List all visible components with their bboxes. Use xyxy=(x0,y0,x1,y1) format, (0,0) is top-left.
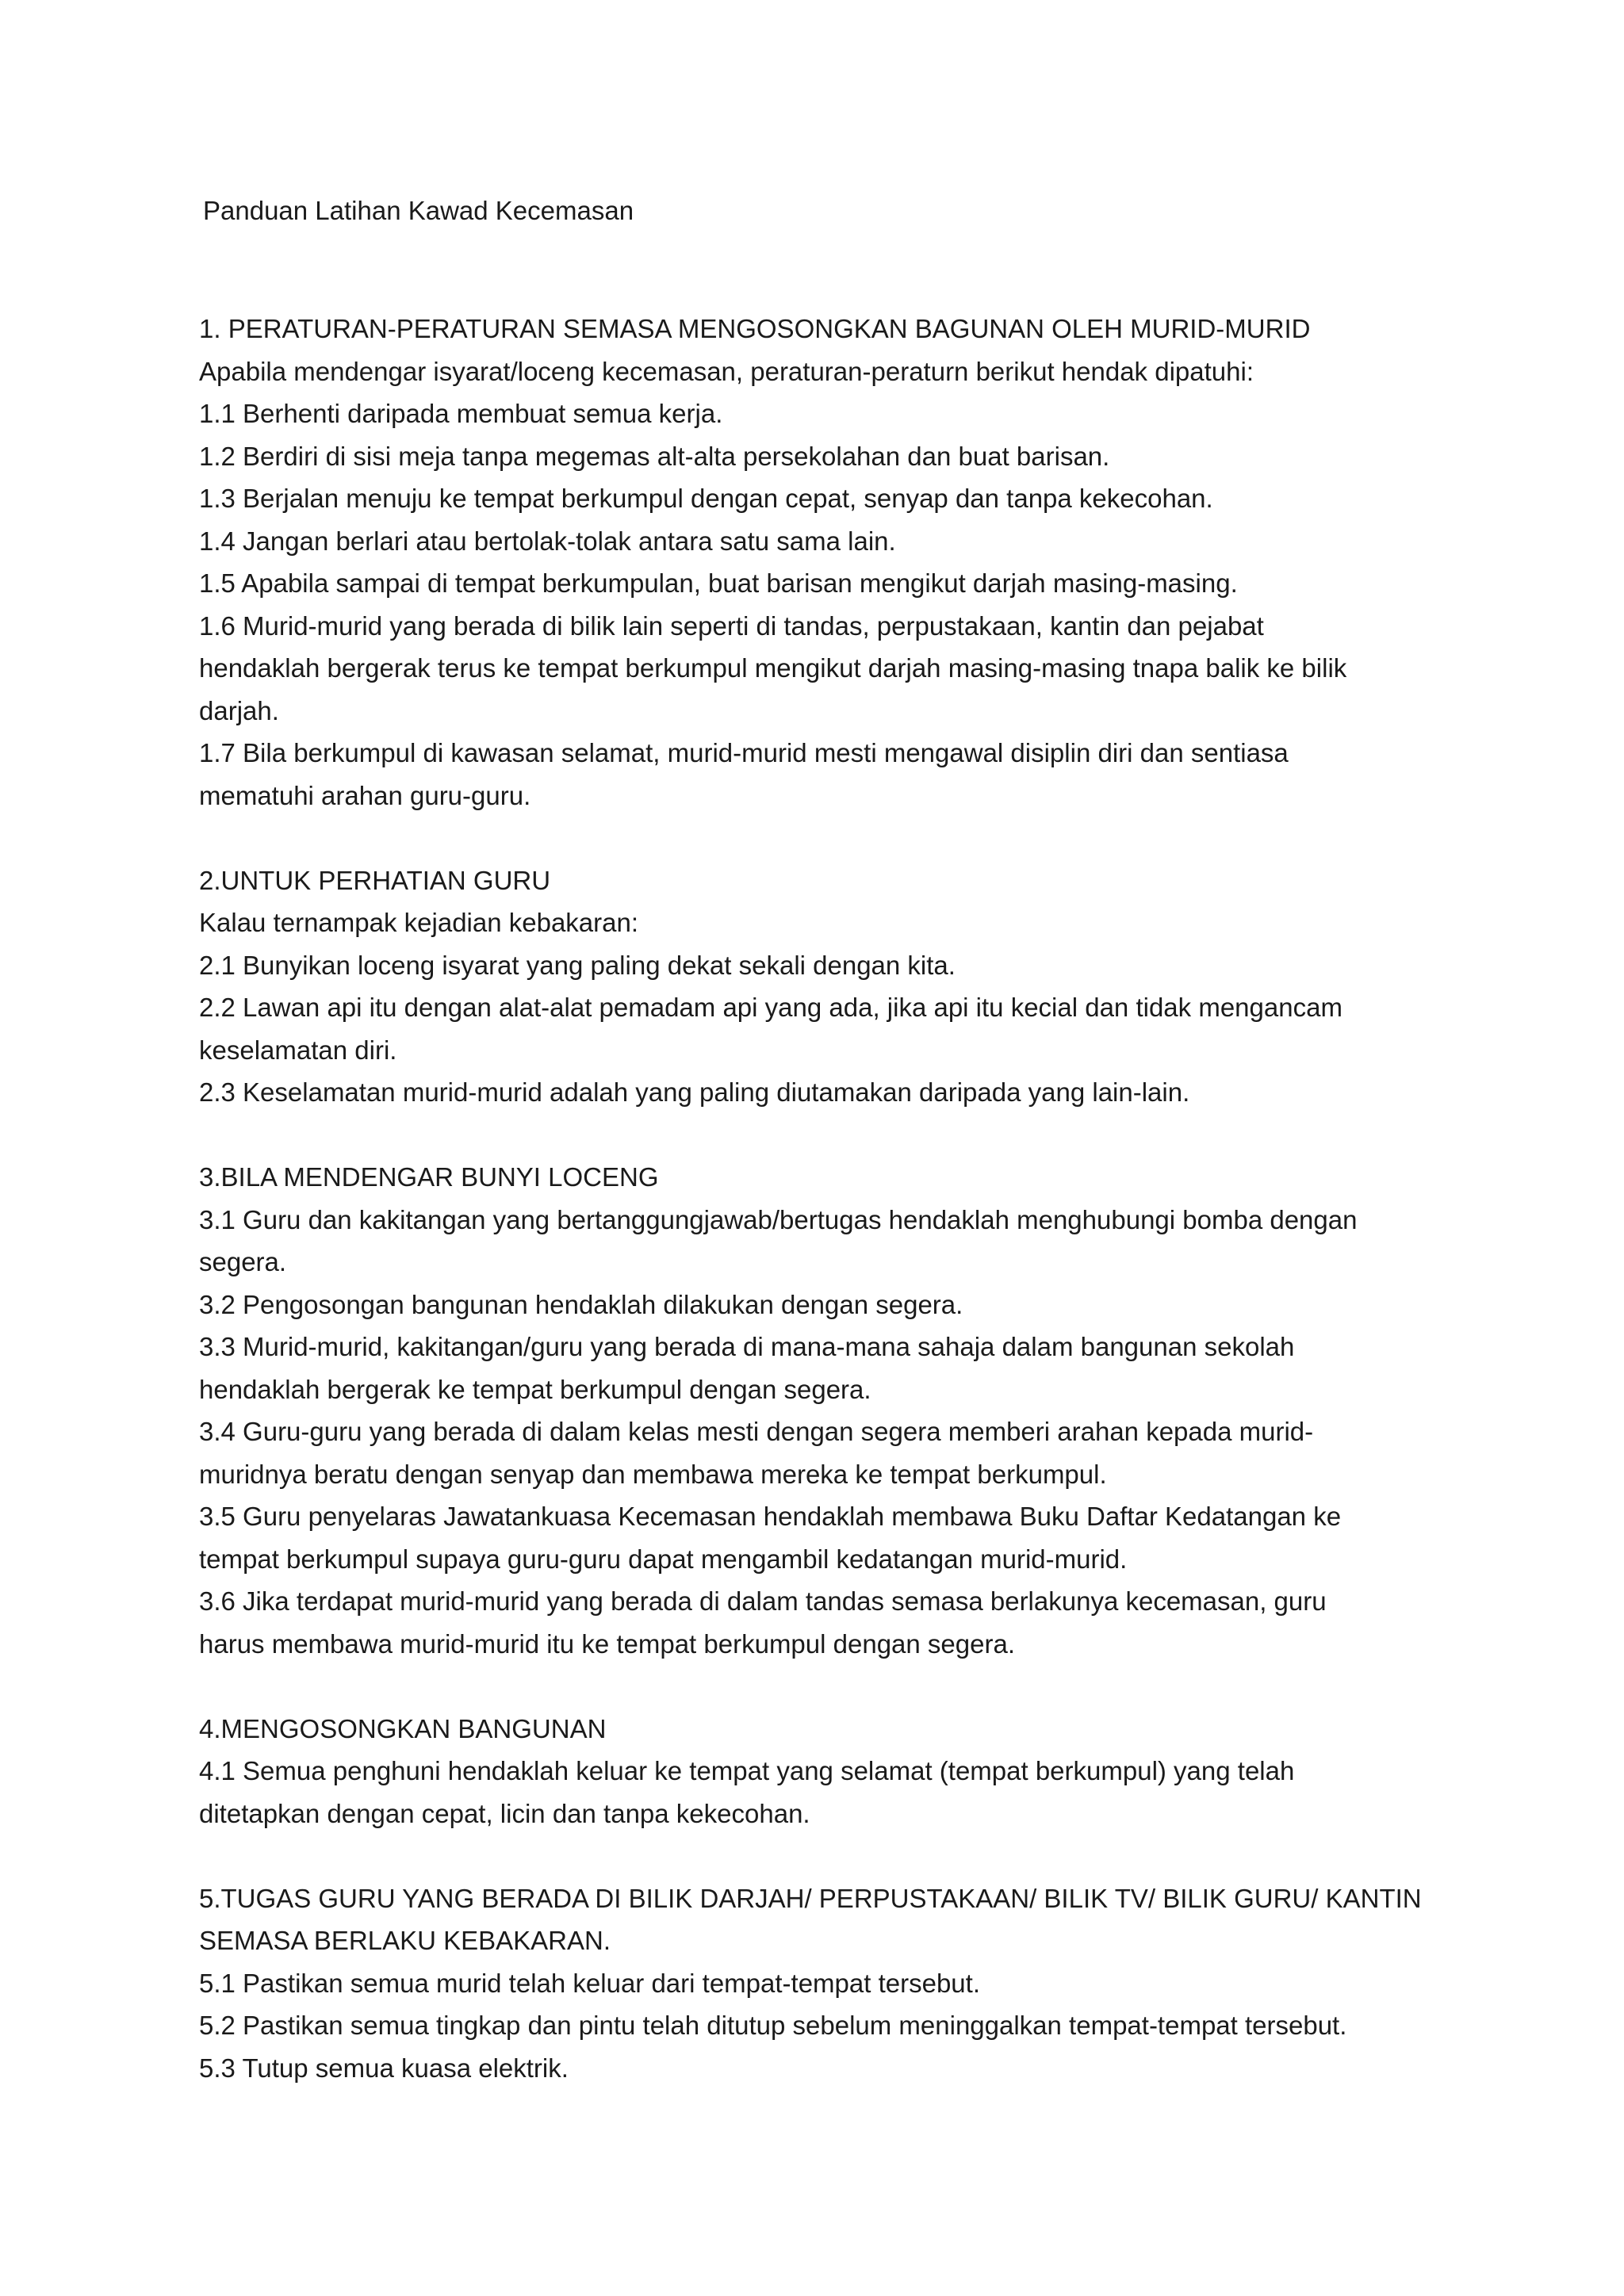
paragraph-line: hendaklah bergerak terus ke tempat berkumpul mengikut darjah masing-masing tnapa balik ke bilik xyxy=(199,653,1347,683)
paragraph-line: ditetapkan dengan cepat, licin dan tanpa kekecohan. xyxy=(199,1798,810,1828)
paragraph-line: 1.1 Berhenti daripada membuat semua kerja. xyxy=(199,399,723,428)
section-heading: 4.MENGOSONGKAN BANGUNAN xyxy=(199,1713,607,1743)
paragraph-line: 3.3 Murid-murid, kakitangan/guru yang berada di mana-mana sahaja dalam bangunan sekolah xyxy=(199,1332,1295,1361)
paragraph-line: Apabila mendengar isyarat/loceng kecemasan, peraturan-peraturn berikut hendak dipatuhi: xyxy=(199,356,1254,386)
document-section xyxy=(199,859,1436,1114)
paragraph-line: Kalau ternampak kejadian kebakaran: xyxy=(199,908,639,937)
paragraph-line: 1.6 Murid-murid yang berada di bilik lain seperti di tandas, perpustakaan, kantin dan pejabat xyxy=(199,610,1264,641)
paragraph-line: 5.2 Pastikan semua tingkap dan pintu telah ditutup sebelum meninggalkan tempat-tempat tersebut. xyxy=(199,2011,1347,2040)
paragraph-line: SEMASA BERLAKU KEBAKARAN. xyxy=(199,1926,611,1955)
paragraph-line: 5.1 Pastikan semua murid telah keluar dari tempat-tempat tersebut. xyxy=(199,1968,980,1998)
paragraph-line: 1.5 Apabila sampai di tempat berkumpulan, buat barisan mengikut darjah masing-masing. xyxy=(199,568,1238,598)
paragraph-line: 3.1 Guru dan kakitangan yang bertanggungjawab/bertugas hendaklah menghubungi bomba dengan xyxy=(199,1204,1358,1234)
paragraph-line: 3.4 Guru-guru yang berada di dalam kelas mesti dengan segera memberi arahan kepada murid- xyxy=(199,1417,1314,1446)
paragraph-line: 4.1 Semua penghuni hendaklah keluar ke tempat yang selamat (tempat berkumpul) yang telah xyxy=(199,1756,1295,1785)
paragraph-line: darjah. xyxy=(199,695,279,725)
section-heading: 2.UNTUK PERHATIAN GURU xyxy=(199,865,551,895)
paragraph-line: segera. xyxy=(199,1247,287,1276)
paragraph-line: 1.2 Berdiri di sisi meja tanpa megemas alt-alta persekolahan dan buat barisan. xyxy=(199,441,1110,471)
paragraph-line: 1.3 Berjalan menuju ke tempat berkumpul dengan cepat, senyap dan tanpa kekecohan. xyxy=(199,484,1213,513)
paragraph-line: 2.1 Bunyikan loceng isyarat yang paling dekat sekali dengan kita. xyxy=(199,950,956,980)
paragraph-line: keselamatan diri. xyxy=(199,1035,397,1065)
paragraph-line: 2.3 Keselamatan murid-murid adalah yang paling diutamakan daripada yang lain-lain. xyxy=(199,1077,1190,1107)
paragraph-line: 5.3 Tutup semua kuasa elektrik. xyxy=(199,2053,569,2083)
section-heading: 1. PERATURAN-PERATURAN SEMASA MENGOSONGKAN BAGUNAN OLEH MURID-MURID xyxy=(199,314,1311,343)
paragraph-line: hendaklah bergerak ke tempat berkumpul dengan segera. xyxy=(199,1374,871,1404)
paragraph-line: 1.4 Jangan berlari atau bertolak-tolak antara satu sama lain. xyxy=(199,526,896,556)
document-title: Panduan Latihan Kawad Kecemasan xyxy=(203,196,634,225)
document-section xyxy=(199,1708,1436,1835)
document-section xyxy=(199,308,1436,817)
paragraph-line: 3.2 Pengosongan bangunan hendaklah dilakukan dengan segera. xyxy=(199,1289,963,1319)
section-heading: 5.TUGAS GURU YANG BERADA DI BILIK DARJAH/ PERPUSTAKAAN/ BILIK TV/ BILIK GURU/ KANTIN xyxy=(199,1883,1422,1913)
document-body xyxy=(199,308,1436,2132)
paragraph-line: harus membawa murid-murid itu ke tempat berkumpul dengan segera. xyxy=(199,1628,1015,1659)
paragraph-line: 1.7 Bila berkumpul di kawasan selamat, murid-murid mesti mengawal disiplin diri dan sentiasa xyxy=(199,738,1289,767)
paragraph-line: 3.5 Guru penyelaras Jawatankuasa Kecemasan hendaklah membawa Buku Daftar Kedatangan ke xyxy=(199,1502,1342,1531)
document-section xyxy=(199,1156,1436,1665)
paragraph-line: mematuhi arahan guru-guru. xyxy=(199,780,531,810)
paragraph-line: tempat berkumpul supaya guru-guru dapat mengambil kedatangan murid-murid. xyxy=(199,1544,1128,1574)
document-section xyxy=(199,1877,1436,2090)
section-heading: 3.BILA MENDENGAR BUNYI LOCENG xyxy=(199,1162,659,1192)
paragraph-line: 3.6 Jika terdapat murid-murid yang berada di dalam tandas semasa berlakunya kecemasan, guru xyxy=(199,1586,1327,1616)
paragraph-line: 2.2 Lawan api itu dengan alat-alat pemadam api yang ada, jika api itu kecial dan tidak mengancam xyxy=(199,993,1342,1022)
paragraph-line: muridnya beratu dengan senyap dan membawa mereka ke tempat berkumpul. xyxy=(199,1459,1107,1489)
